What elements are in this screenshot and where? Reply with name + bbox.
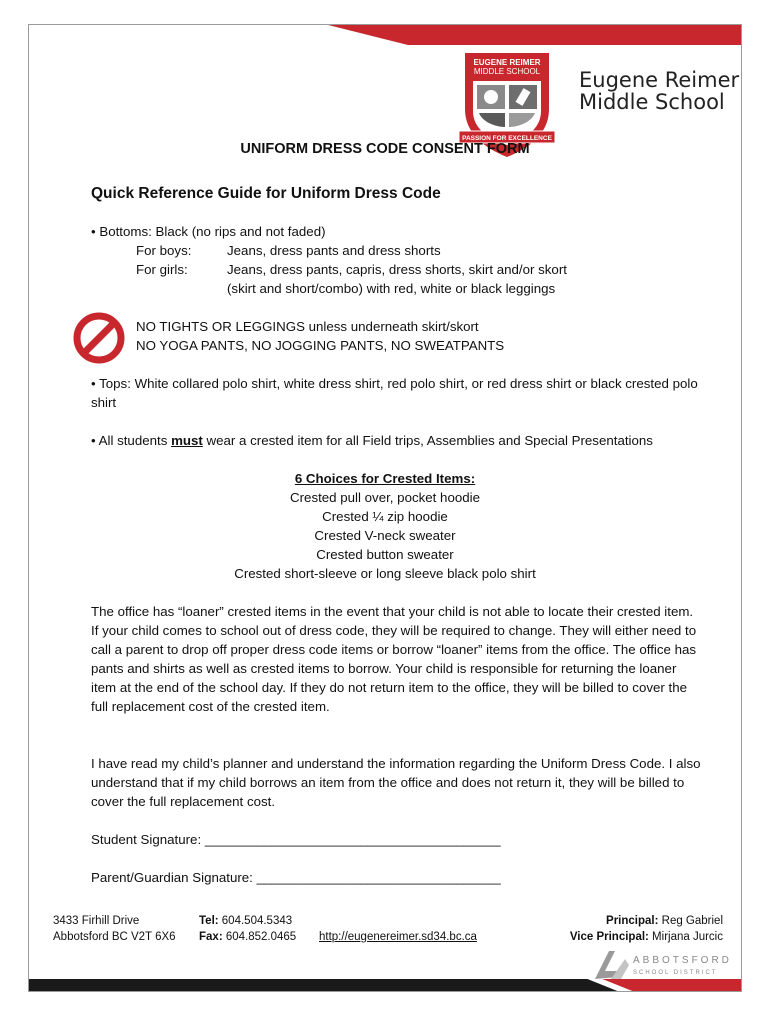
choices-heading: 6 Choices for Crested Items: [294, 471, 476, 486]
school-name-line1: Eugene Reimer [579, 68, 740, 92]
tel-value: 604.504.5343 [218, 915, 293, 927]
crested-suffix: wear a crested item for all Field trips, Assemblies and Special Presentations [202, 433, 653, 448]
prohibited-icon [73, 312, 125, 364]
choice-item: Crested button sweater [316, 547, 454, 562]
top-red-stripe [29, 25, 741, 45]
principal-info [570, 913, 723, 945]
website-link[interactable]: http://eugenereimer.sd34.bc.ca [319, 931, 477, 943]
school-name-line2: Middle School [579, 90, 725, 114]
contact-numbers [199, 913, 296, 945]
crested-prefix: • All students [91, 433, 172, 448]
crest-text-line1: EUGENE REIMER [473, 58, 541, 67]
crest-motto: PASSION FOR EXCELLENCE [462, 135, 552, 142]
parent-signature-field[interactable]: Parent/Guardian Signature: _________________________________ [91, 870, 501, 885]
bottom-stripe [29, 971, 741, 991]
choice-item: Crested V-neck sweater [314, 528, 456, 543]
fax [199, 929, 296, 945]
telephone [199, 913, 296, 929]
boys-label: For boys: [136, 243, 192, 258]
district-line1: ABBOTSFORD [633, 955, 732, 966]
vice-principal [570, 929, 723, 945]
school-address [53, 913, 176, 945]
choice-item: Crested ¼ zip hoodie [322, 509, 448, 524]
fax-value: 604.852.0465 [222, 931, 297, 943]
vice-principal-name: Mirjana Jurcic [648, 931, 723, 943]
choice-item: Crested pull over, pocket hoodie [290, 490, 480, 505]
prohibited-line2: NO YOGA PANTS, NO JOGGING PANTS, NO SWEATPANTS [136, 338, 505, 353]
form-subtitle: Quick Reference Guide for Uniform Dress Code [91, 185, 441, 202]
girls-label: For girls: [136, 262, 188, 277]
choice-item: Crested short-sleeve or long sleeve black polo shirt [234, 566, 536, 581]
student-signature-field[interactable]: Student Signature: ________________________________________ [91, 832, 501, 847]
bottoms-line: • Bottoms: Black (no rips and not faded) [91, 224, 326, 239]
address-line1: 3433 Firhill Drive [53, 915, 140, 927]
crest-text-line2: MIDDLE SCHOOL [473, 67, 541, 76]
school-name [579, 69, 739, 113]
prohibited-line1: NO TIGHTS OR LEGGINGS unless underneath skirt/skort [136, 319, 479, 334]
tops-paragraph: • Tops: White collared polo shirt, white dress shirt, red polo shirt, or red dress shirt or black crested polo shirt [91, 376, 698, 410]
boys-value: Jeans, dress pants and dress shorts [227, 243, 441, 258]
form-title: UNIFORM DRESS CODE CONSENT FORM [240, 141, 530, 157]
crested-requirement [91, 431, 653, 450]
principal-label: Principal: [606, 915, 659, 927]
consent-form-page [28, 24, 742, 992]
fax-label: Fax: [199, 931, 223, 943]
principal [570, 913, 723, 929]
address-line2: Abbotsford BC V2T 6X6 [53, 931, 176, 943]
crested-emphasis: must [171, 433, 203, 448]
girls-value-line2: (skirt and short/combo) with red, white or black leggings [227, 281, 556, 296]
girls-value-line1: Jeans, dress pants, capris, dress shorts, skirt and/or skort [227, 262, 567, 277]
loaner-paragraph: The office has “loaner” crested items in the event that your child is not able to locate their crested item. If your child comes to school out of dress code, they will be required to change. They will either need to call a parent to drop off proper dress code items or borrow “loaner” items from the office. The office has pants and shirts as well as crested items to borrow. Your child is responsible for returning the loaner item at the end of the school day. If they do not return item to the office, they will be billed to cover the full replacement cost of the crested item. [91, 604, 697, 714]
consent-paragraph: I have read my child’s planner and understand the information regarding the Uniform Dress Code. I also understand that if my child borrows an item from the office and does not return it, they will be billed to cover the full replacement cost. [91, 756, 701, 809]
district-line2: SCHOOL DISTRICT [633, 970, 718, 976]
vice-principal-label: Vice Principal: [569, 931, 649, 943]
principal-name: Reg Gabriel [658, 915, 723, 927]
tel-label: Tel: [199, 915, 219, 927]
